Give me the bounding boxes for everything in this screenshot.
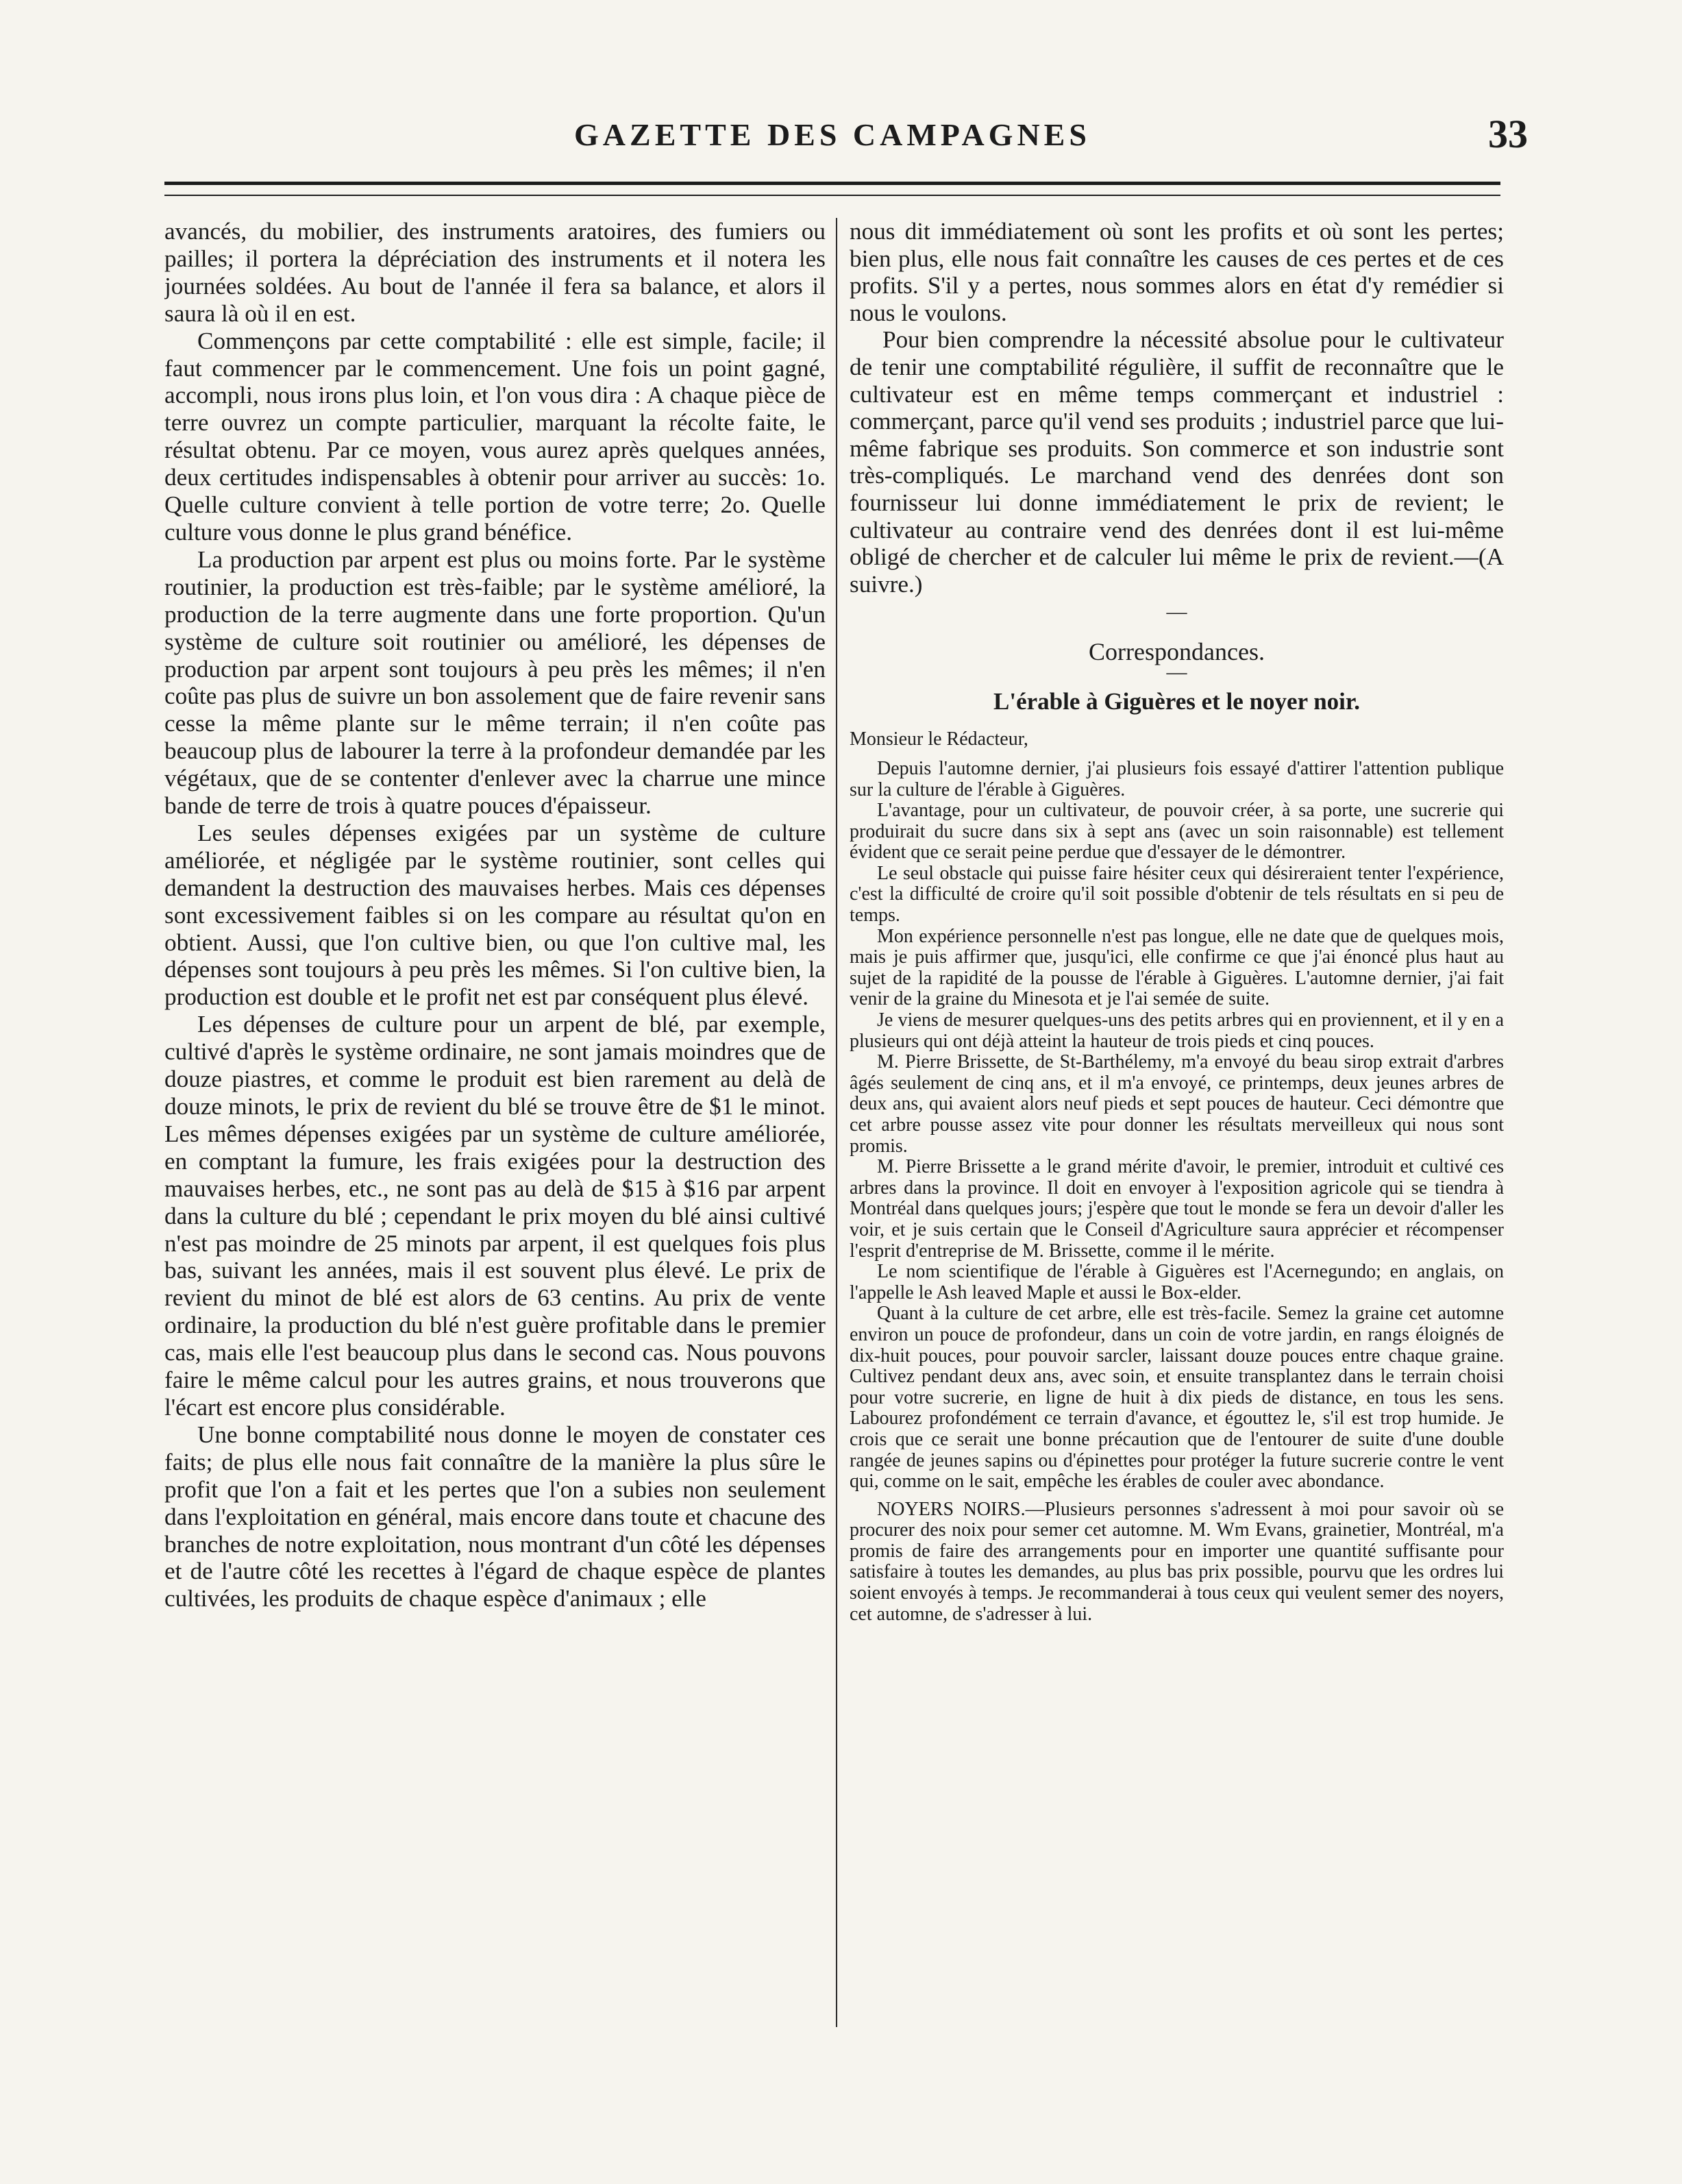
left-paragraph: Les seules dépenses exigées par un système de culture améliorée, et négligée par le système routinier, sont celles qui demandent la destruction des mauvaises herbes. Mais ces dépenses sont excessivement faibles si on les compare au résultat qu'on en obtient. Aussi, que l'on cultive bien, ou que l'on cultive mal, les dépenses sont toujours à peu près les mêmes. Si l'on cultive bien, la production est double et le profit net est par conséquent plus élevé. xyxy=(164,819,826,1011)
right-paragraph: Pour bien comprendre la nécessité absolue pour le cultivateur de tenir une comptabilité régulière, il suffit de reconnaître que le cultivateur est en même temps commerçant et industriel : commerçant, parce qu'il vend ses produits ; industriel parce que lui-même fabrique ses produits. Son commerce et son industrie sont très-compliqués. Le marchand vend des denrées dont son fournisseur lui donne immédiatement le prix de revient; le cultivateur au contraire vend des denrées dont il est lui-même obligé de chercher et de calculer lui même le prix de revient.—(A suivre.) xyxy=(850,326,1504,598)
page-header xyxy=(164,112,1528,164)
left-column xyxy=(164,218,826,2027)
left-paragraph: Commençons par cette comptabilité : elle est simple, facile; il faut commencer par le commencement. Une fois un point gagné, accompli, nous irons plus loin, et l'on vous dira : A chaque pièce de terre ouvrez un compte particulier, marquant la récolte faite, le résultat obtenu. Par ce moyen, vous aurez après quelques années, deux certitudes indispensables à obtenir pour arriver au succès: 1o. Quelle culture convient à telle portion de votre terre; 2o. Quelle culture vous donne le plus grand bénéfice. xyxy=(164,327,826,545)
letter-paragraph: L'avantage, pour un cultivateur, de pouvoir créer, à sa porte, une sucrerie qui produirait du sucre dans six à sept ans (avec un soin raisonnable) est tellement évident que ce serait peine perdue que d'essayer de le démontrer. xyxy=(850,800,1504,863)
letter-paragraph: Quant à la culture de cet arbre, elle est très-facile. Semez la graine cet automne environ un pouce de profondeur, dans un coin de votre jardin, en rangs éloignés de dix-huit pouces, pour pouvoir sarcler, laissant douze pouces entre chaque graine. Cultivez pendant deux ans, avec soin, et ensuite transplantez dans le terrain choisi pour votre sucrerie, en ligne de huit à dix pieds de distance, en tous les sens. Labourez profondément ce terrain d'avance, et égouttez le, s'il est trop humide. Je crois que ce serait une bonne précaution que de l'entourer de suite d'une double rangée de jeunes sapins ou d'épinettes pour protéger la future sucrerie contre le vent qui, comme on le sait, empêche les érables de couler avec abondance. xyxy=(850,1303,1504,1493)
right-column xyxy=(850,218,1504,2027)
letter-paragraph: M. Pierre Brissette a le grand mérite d'avoir, le premier, introduit et cultivé ces arbres dans la province. Il doit en envoyer à l'exposition agricole qui se tiendra à Montréal dans quelques jours; j'espère que tout le monde se fera un devoir d'aller les voir, et je suis certain que le Conseil d'Agriculture saura apprécier et récompenser l'esprit d'entreprise de M. Brissette, comme il le mérite. xyxy=(850,1156,1504,1262)
left-paragraph: Les dépenses de culture pour un arpent de blé, par exemple, cultivé d'après le système ordinaire, ne sont jamais moindres que de douze piastres, et comme le produit est bien rarement au delà de douze minots, le prix de revient du blé se trouve être de $1 le minot. Les mêmes dépenses exigées par un système de culture améliorée, en comptant la fumure, les frais exigées pour la destruction des mauvaises herbes, etc., ne sont pas au delà de $15 à $16 par arpent dans la culture du blé ; cependant le prix moyen du blé ainsi cultivé n'est pas moindre de 25 minots par arpent, il est quelques fois plus bas, suivant les années, mais il est souvent plus élevé. Le prix de revient du minot de blé est alors de 63 centins. Au prix de vente ordinaire, la production du blé n'est guère profitable dans le premier cas, mais elle l'est beaucoup plus dans le second cas. Nous pouvons faire le même calcul pour les autres grains, et nous trouverons que l'écart est encore plus considérable. xyxy=(164,1011,826,1421)
letter-salutation: Monsieur le Rédacteur, xyxy=(850,728,1028,750)
page-number: 33 xyxy=(1488,112,1528,156)
left-paragraph: La production par arpent est plus ou moins forte. Par le système routinier, la production est très-faible; par le système amélioré, la production de la terre augmente dans une forte proportion. Qu'un système de culture soit routinier ou amélioré, les dépenses de production par arpent sont toujours à peu près les mêmes; il n'en coûte pas plus de suivre un bon assolement que de faire revenir sans cesse la même plante sur le même terrain; il n'en coûte pas beaucoup plus de labourer la terre à la profondeur demandée par les végétaux, que de se contenter d'enlever avec la charrue une mince bande de terre de trois à quatre pouces d'épaisseur. xyxy=(164,545,826,820)
left-paragraph: avancés, du mobilier, des instruments aratoires, des fumiers ou pailles; il portera la dépréciation des instruments et il notera les journées soldées. Au bout de l'année il fera sa balance, et alors il saura là où il en est. xyxy=(164,218,826,327)
letter-paragraph: M. Pierre Brissette, de St-Barthélemy, m'a envoyé du beau sirop extrait d'arbres âgés seulement de cinq ans, et il m'a envoyé, ce printemps, deux jeunes arbres de deux ans, qui avaient alors neuf pieds et sept pouces de hauteur. Ceci démontre que cet arbre pousse assez vite pour donner les résultats merveilleux qui nous sont promis. xyxy=(850,1051,1504,1157)
separator-dash: — xyxy=(1166,661,1187,684)
right-paragraph: nous dit immédiatement où sont les profits et où sont les pertes; bien plus, elle nous fait connaître les causes de ces pertes et de ces profits. S'il y a pertes, nous sommes alors en état d'y remédier si nous le voulons. xyxy=(850,218,1504,326)
separator-dash: — xyxy=(1166,600,1187,624)
article-title: L'érable à Giguères et le noyer noir. xyxy=(993,688,1360,715)
letter-paragraph: Depuis l'automne dernier, j'ai plusieurs fois essayé d'attirer l'attention publique sur la culture de l'érable à Giguères. xyxy=(850,757,1504,800)
letter-paragraph: Le seul obstacle qui puisse faire hésiter ceux qui désireraient tenter l'expérience, c'est la difficulté de croire qu'il soit possible d'obtenir de tels résultats en si peu de temps. xyxy=(850,862,1504,927)
letter-paragraph: Je viens de mesurer quelques-uns des petits arbres qui en proviennent, et il y en a plusieurs qui ont déjà atteint la hauteur de trois pieds et cinq pouces. xyxy=(850,1009,1504,1052)
masthead-title: GAZETTE DES CAMPAGNES xyxy=(574,117,1091,152)
letter-paragraph: Le nom scientifique de l'érable à Giguères est l'Acernegundo; en anglais, on l'appelle le Ash leaved Maple et aussi le Box-elder. xyxy=(850,1261,1504,1303)
letter-paragraph: NOYERS NOIRS.—Plusieurs personnes s'adressent à moi pour savoir où se procurer des noix pour semer cet automne. M. Wm Evans, grainetier, Montréal, m'a promis de faire des arrangements pour en importer une quantité suffisante pour satisfaire à toutes les demandes, au plus bas prix possible, pourvu que les ordres lui soient envoyés à temps. Je recommanderai à tous ceux qui veulent semer des noyers, cet automne, de s'adresser à lui. xyxy=(850,1498,1504,1625)
column-divider xyxy=(836,218,837,2027)
header-rule xyxy=(164,182,1500,196)
letter-paragraph: Mon expérience personnelle n'est pas longue, elle ne date que de quelques mois, mais je puis affirmer que, jusqu'ici, elle confirme ce que j'ai énoncé plus haut au sujet de la rapidité de la pousse de l'érable à Giguères. L'automne dernier, j'ai fait venir de la graine du Minesota et je l'ai semée de suite. xyxy=(850,925,1504,1010)
left-paragraph: Une bonne comptabilité nous donne le moyen de constater ces faits; de plus elle nous fait connaître de la manière la plus sûre le profit que l'on a fait et les pertes que l'on a subies non seulement dans l'exploitation en général, mais encore dans toute et chacune des branches de notre exploitation, nous montrant d'un côté les dépenses et de l'autre côté les recettes à l'égard de chaque espèce de plantes cultivées, les produits de chaque espèce d'animaux ; elle xyxy=(164,1421,826,1612)
section-heading: Correspondances. xyxy=(1089,638,1265,666)
